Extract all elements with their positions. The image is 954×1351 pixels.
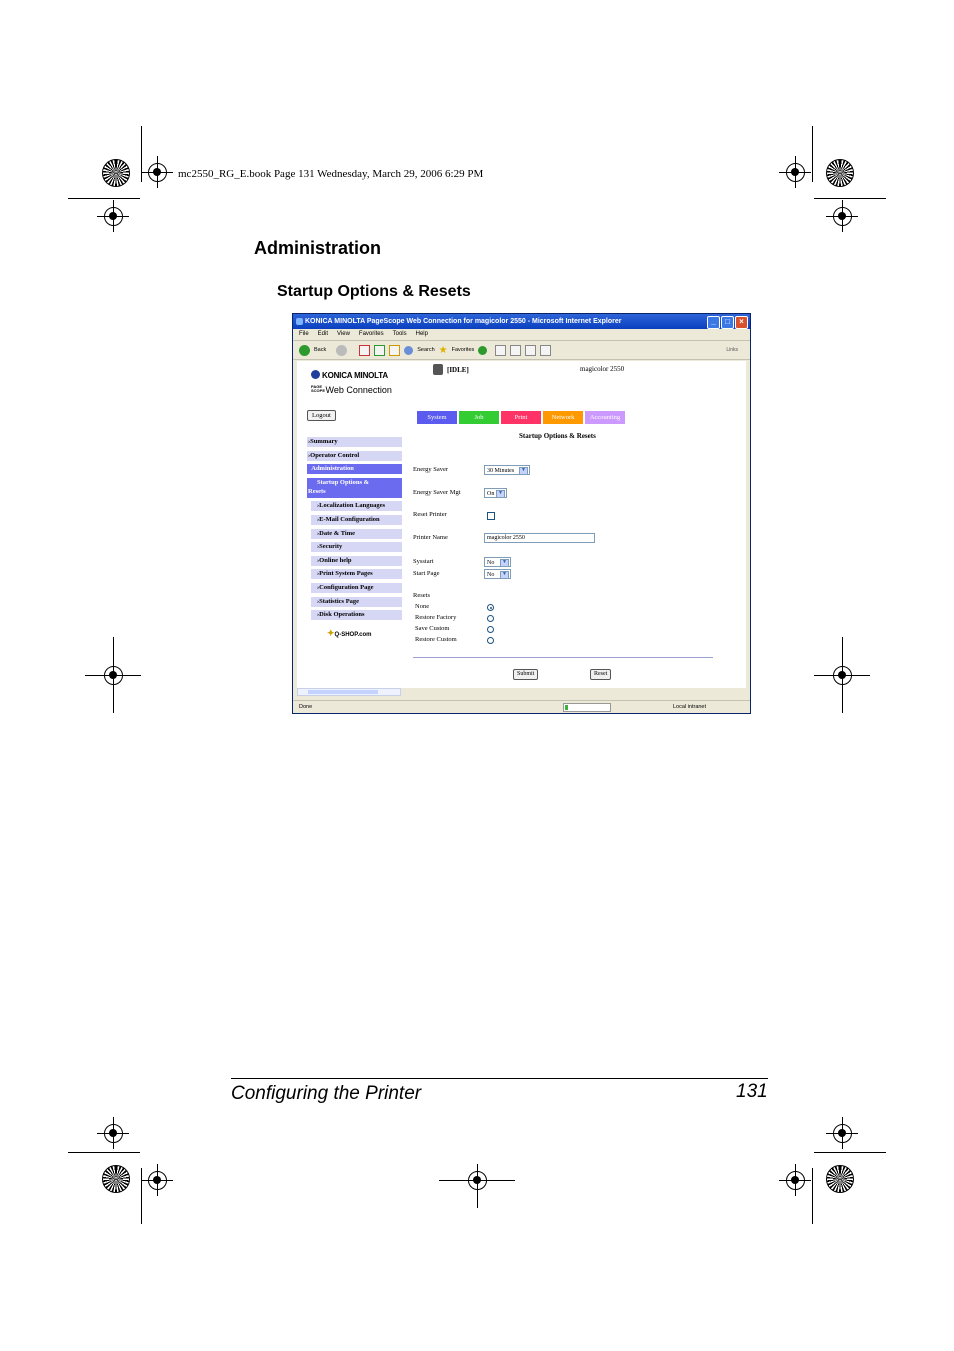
edit-icon[interactable]: [525, 345, 536, 356]
chevron-down-icon: ▼: [496, 490, 505, 498]
resets-radio-save-custom[interactable]: [487, 626, 494, 633]
energy-saver-select[interactable]: 30 Minutes ▼: [484, 465, 530, 475]
sysstart-select[interactable]: No ▼: [484, 557, 511, 567]
resets-option-none: None: [415, 603, 430, 610]
maximize-icon[interactable]: □: [721, 316, 734, 329]
favorites-label[interactable]: Favorites: [451, 347, 475, 353]
registration-sunburst: [826, 159, 854, 187]
resets-option-save-custom: Save Custom: [415, 625, 450, 632]
resets-radio-restore-factory[interactable]: [487, 615, 494, 622]
sysstart-label: Sysstart: [413, 558, 434, 565]
product-name: Web Connection: [325, 385, 392, 395]
browser-toolbar: [293, 341, 750, 360]
globe-icon: [311, 370, 320, 379]
nav-date-time[interactable]: ›Date & Time: [311, 529, 402, 539]
konica-minolta-logo: [311, 370, 388, 380]
trim-line: [68, 1152, 140, 1153]
subsection-title: Startup Options & Resets: [277, 283, 471, 300]
footer-title: Configuring the Printer: [231, 1083, 422, 1104]
browser-title: KONICA MINOLTA PageScope Web Connection for magicolor 2550 - Microsoft Internet Explorer: [305, 318, 622, 325]
resets-option-restore-custom: Restore Custom: [415, 636, 457, 643]
page-content: [297, 361, 746, 688]
tab-print[interactable]: Print: [501, 411, 541, 424]
printer-model: magicolor 2550: [580, 365, 625, 373]
menu-help[interactable]: Help: [415, 331, 428, 337]
resets-label: Resets: [413, 592, 430, 599]
trim-line: [141, 1168, 142, 1224]
tab-system[interactable]: System: [417, 411, 457, 424]
search-label[interactable]: Search: [417, 347, 435, 353]
submit-button[interactable]: Submit: [513, 669, 538, 680]
energy-saver-mgt-select[interactable]: On ▼: [484, 488, 507, 498]
trim-line: [814, 1152, 886, 1153]
chevron-down-icon: ▼: [500, 571, 509, 579]
trim-line: [68, 198, 140, 199]
browser-status-bar: [293, 700, 750, 713]
status-zone: Local intranet: [673, 704, 707, 710]
menu-tools[interactable]: Tools: [392, 331, 407, 337]
section-title: Administration: [254, 238, 382, 258]
refresh-icon[interactable]: [374, 345, 385, 356]
nav-print-system-pages[interactable]: ›Print System Pages: [311, 569, 402, 579]
nav-operator-control[interactable]: ›Operator Control: [307, 451, 402, 461]
reset-button[interactable]: Reset: [590, 669, 611, 680]
chevron-down-icon: ▼: [519, 467, 528, 475]
trim-line: [812, 1168, 813, 1224]
resets-option-restore-factory: Restore Factory: [415, 614, 457, 621]
nav-configuration-page[interactable]: ›Configuration Page: [311, 583, 402, 593]
web-connection-logo: [311, 385, 392, 395]
resets-radio-none[interactable]: [487, 604, 494, 611]
registration-sunburst: [102, 159, 130, 187]
footer-rule: [231, 1078, 768, 1079]
start-page-select[interactable]: No ▼: [484, 569, 511, 579]
nav-disk-operations[interactable]: ›Disk Operations: [311, 610, 402, 620]
reset-printer-checkbox[interactable]: [487, 512, 495, 520]
progress-bar: [563, 703, 611, 712]
qshop-logo[interactable]: ✦Q-SHOP.com: [327, 628, 372, 638]
reset-printer-label: Reset Printer: [413, 511, 447, 518]
browser-window: [292, 313, 751, 714]
start-page-label: Start Page: [413, 570, 440, 577]
printer-name-input[interactable]: magicolor 2550: [484, 533, 595, 543]
mail-icon[interactable]: [495, 345, 506, 356]
nav-startup-options[interactable]: Startup Options & Resets: [307, 478, 402, 498]
horizontal-scrollbar[interactable]: [297, 688, 401, 696]
printer-status: [433, 364, 469, 375]
status-done: Done: [299, 704, 313, 710]
messenger-icon[interactable]: [540, 345, 551, 356]
main-tabs: [417, 411, 625, 424]
stop-icon[interactable]: [359, 345, 370, 356]
sidebar-nav: [307, 437, 402, 624]
menu-favorites[interactable]: Favorites: [358, 331, 384, 337]
search-icon[interactable]: [404, 346, 413, 355]
close-icon[interactable]: ×: [735, 316, 748, 329]
registration-sunburst: [102, 1165, 130, 1193]
tab-accounting[interactable]: Accounting: [585, 411, 625, 424]
menu-edit[interactable]: Edit: [317, 331, 329, 337]
chevron-down-icon: ▼: [500, 559, 509, 567]
status-text: [IDLE]: [447, 366, 469, 374]
energy-saver-mgt-label: Energy Saver Mgt: [413, 489, 461, 496]
page-number: 131: [736, 1081, 768, 1102]
nav-administration[interactable]: Administration: [307, 464, 402, 474]
nav-summary[interactable]: ›Summary: [307, 437, 402, 447]
minimize-icon[interactable]: _: [707, 316, 720, 329]
brand-name: KONICA MINOLTA: [322, 371, 388, 380]
trim-line: [141, 126, 142, 182]
browser-menu-bar: [293, 329, 750, 341]
links-label[interactable]: Links: [726, 347, 738, 353]
trim-line: [814, 198, 886, 199]
nav-email-config[interactable]: ›E-Mail Configuration: [311, 515, 402, 525]
forward-icon[interactable]: [336, 345, 347, 356]
favorites-star-icon[interactable]: ★: [438, 344, 448, 356]
registration-sunburst: [826, 1165, 854, 1193]
home-icon[interactable]: [389, 345, 400, 356]
pane-title: Startup Options & Resets: [519, 432, 596, 440]
printer-name-label: Printer Name: [413, 534, 448, 541]
energy-saver-label: Energy Saver: [413, 466, 449, 473]
history-icon[interactable]: [478, 346, 487, 355]
print-icon[interactable]: [510, 345, 521, 356]
back-label[interactable]: Back: [314, 347, 327, 353]
form-divider: [413, 657, 713, 658]
nav-online-help[interactable]: ›Online help: [311, 556, 402, 566]
logout-button[interactable]: Logout: [307, 410, 336, 421]
ie-icon: [296, 318, 303, 325]
tab-network[interactable]: Network: [543, 411, 583, 424]
nav-security[interactable]: ›Security: [311, 542, 402, 552]
nav-localization[interactable]: ›Localization Languages: [311, 501, 402, 511]
tab-job[interactable]: Job: [459, 411, 499, 424]
browser-title-bar: [293, 314, 750, 329]
resets-radio-restore-custom[interactable]: [487, 637, 494, 644]
pagescope-mark: PAGE SCOPE: [311, 384, 326, 393]
scrollbar-thumb[interactable]: [308, 690, 378, 694]
book-header-line: mc2550_RG_E.book Page 131 Wednesday, March 29, 2006 6:29 PM: [178, 168, 484, 180]
menu-view[interactable]: View: [337, 331, 350, 337]
menu-file[interactable]: File: [299, 331, 309, 337]
trim-line: [812, 126, 813, 182]
star-icon: ✦: [327, 628, 335, 638]
printer-icon: [433, 364, 443, 375]
nav-statistics-page[interactable]: ›Statistics Page: [311, 597, 402, 607]
back-icon[interactable]: [299, 345, 310, 356]
